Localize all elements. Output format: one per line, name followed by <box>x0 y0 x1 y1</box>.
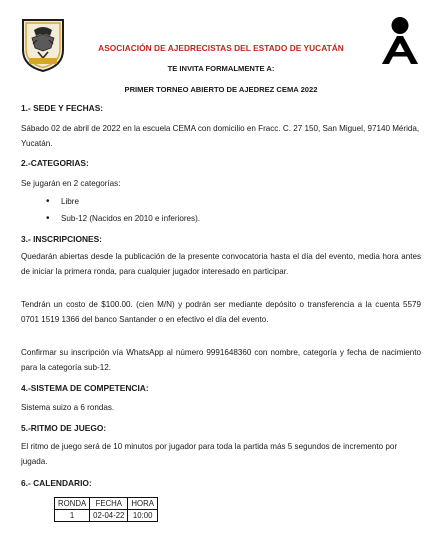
table-cell: 1 <box>55 510 90 522</box>
section-heading-categories: 2.-CATEGORIAS: <box>21 158 89 168</box>
category-item: • Sub-12 (Nacidos en 2010 e inferiores). <box>46 210 200 227</box>
section-heading-calendar: 6.- CALENDARIO: <box>21 478 92 488</box>
table-header-row <box>55 498 158 510</box>
registration-paragraph: Quedarán abiertas desde la publicación de la presente convocatoria hasta el día del evento, media hora antes de iniciar la primera ronda, para cualquier jugador interesado en participar. <box>21 252 421 276</box>
section-heading-system: 4.-SISTEMA DE COMPETENCIA: <box>21 383 149 393</box>
registration-paragraph: Confirmar su inscripción vía WhatsApp al número 9991648360 con nombre, categoría y fecha de nacimiento para la categoría sub-12. <box>21 348 421 372</box>
column-header: FECHA <box>90 498 128 510</box>
calendar-table <box>54 497 158 522</box>
column-header: HORA <box>128 498 158 510</box>
categories-list <box>46 193 200 227</box>
registration-paragraph: Tendrán un costo de $100.00. (cien M/N) y podrán ser mediante depósito o transferencia a la cuenta 5579 0701 1519 1366 del banco Santander o en efectivo el día del evento. <box>21 300 421 324</box>
table-cell: 10:00 <box>128 510 158 522</box>
section-heading-venue: 1.- SEDE Y FECHAS: <box>21 103 104 113</box>
categories-intro: Se jugarán en 2 categorías: <box>21 179 121 188</box>
category-item: • Libre <box>46 193 200 210</box>
organization-name: ASOCIACIÓN DE AJEDRECISTAS DEL ESTADO DE YUCATÁN <box>98 43 344 53</box>
venue-text: Sábado 02 de abril de 2022 en la escuela CEMA con domicilio en Fracc. C. 27 150, San Miguel, 97140 Mérida, Yucatán. <box>21 124 420 148</box>
cema-logo <box>380 15 420 65</box>
section-heading-registration: 3.- INSCRIPCIONES: <box>21 234 102 244</box>
section-heading-rhythm: 5.-RITMO DE JUEGO: <box>21 423 107 433</box>
system-text: Sistema suizo a 6 rondas. <box>21 403 115 412</box>
invite-line: TE INVITA FORMALMENTE A: <box>167 64 275 73</box>
table-row <box>55 510 158 522</box>
event-title: PRIMER TORNEO ABIERTO DE AJEDREZ CEMA 2022 <box>124 85 318 94</box>
column-header: RONDA <box>55 498 90 510</box>
rhythm-text: El ritmo de juego será de 10 minutos por jugador para toda la partida más 5 segundos de incremento por jugada. <box>21 442 398 466</box>
table-cell: 02-04-22 <box>90 510 128 522</box>
